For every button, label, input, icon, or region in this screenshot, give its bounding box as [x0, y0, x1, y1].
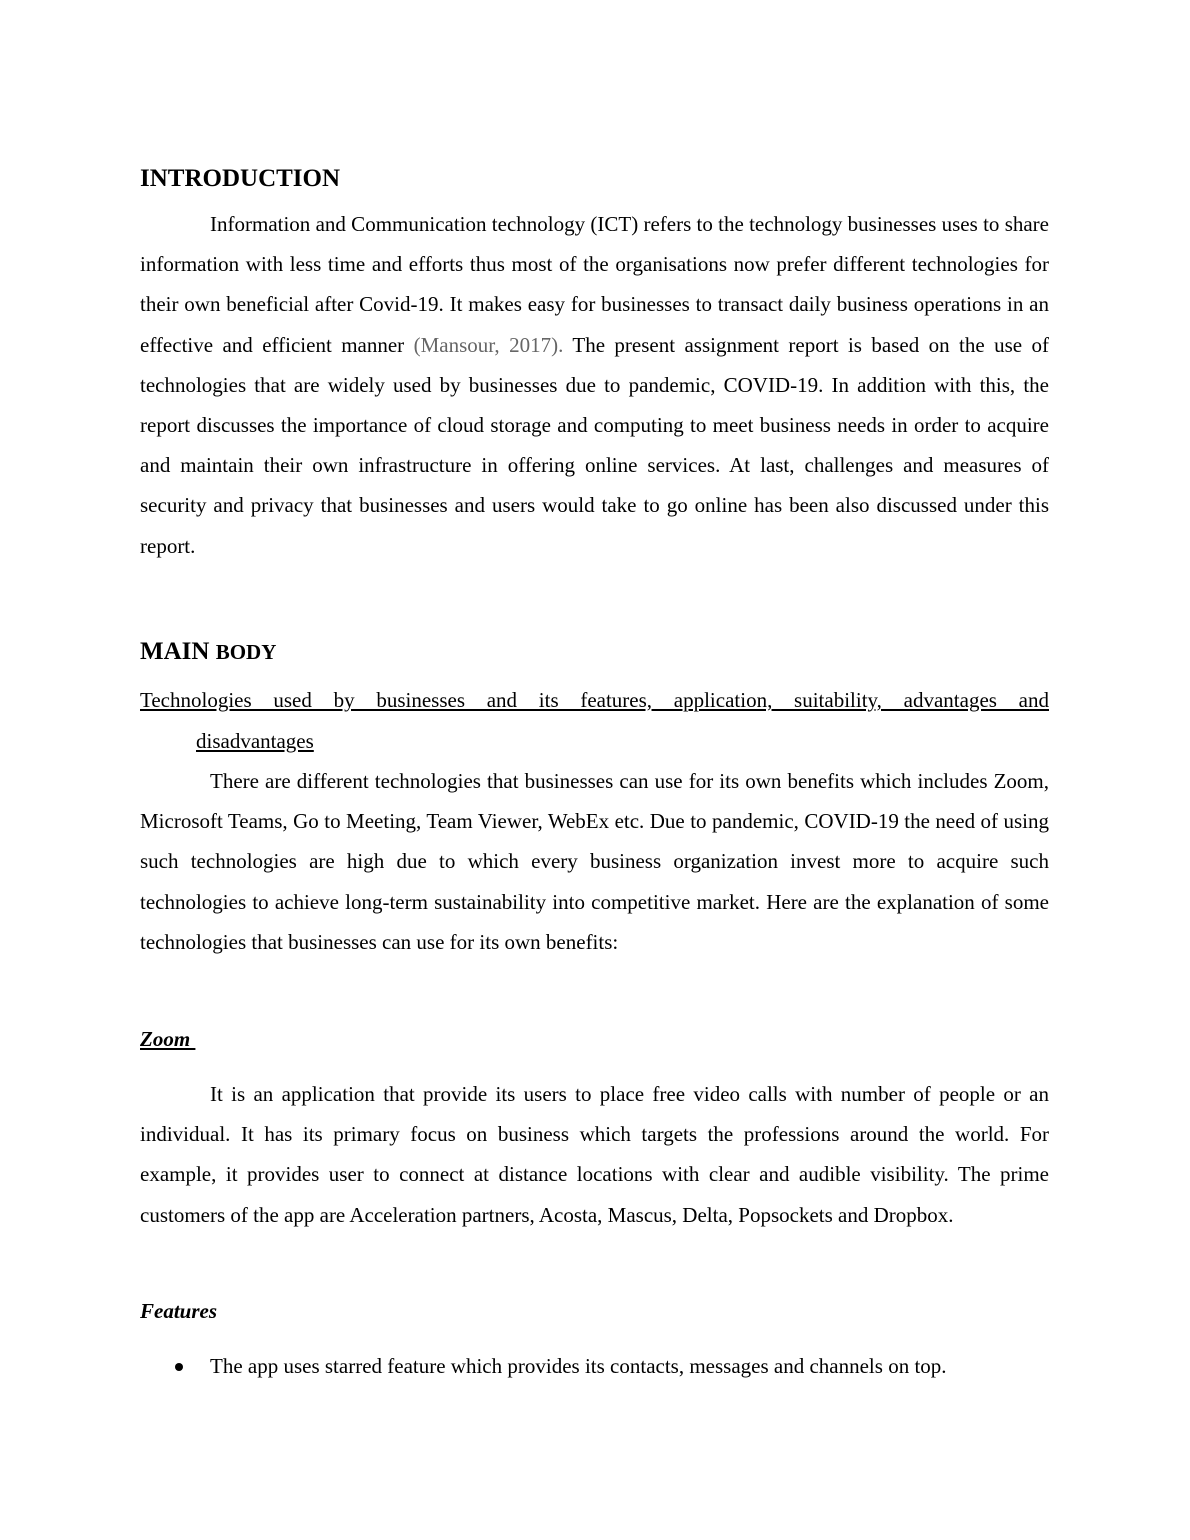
citation: (Mansour, 2017). [413, 332, 564, 357]
technologies-subheading [140, 680, 1049, 761]
bullet-text: The app uses starred feature which provides its contacts, messages and channels on top. [210, 1354, 947, 1378]
zoom-paragraph: It is an application that provide its users to place free video calls with number of people or an individual. It has its primary focus on business which targets the professions around the world. For example, it provides user to connect at distance locations with clear and audible visibility. The prime customers of the app are Acceleration partners, Acosta, Mascus, Delta, Popsockets and Dropbox. [140, 1082, 1049, 1227]
subheading-line-1: Technologies used by businesses and its features, application, suitability, advantages and [140, 688, 1049, 712]
introduction-heading: INTRODUCTION [140, 165, 341, 192]
intro-text-part2: The present assignment report is based on the use of technologies that are widely used by businesses due to pandemic, COVID-19. In addition with this, the report discusses the importance of cloud storage and computing to meet business needs in order to acquire and maintain their own infrastructure in offering online services. At last, challenges and measures of security and privacy that businesses and users would take to go online has been also discussed under this report. [140, 332, 1049, 558]
introduction-paragraph [140, 204, 1049, 566]
subheading-line-2: disadvantages [196, 728, 314, 753]
body-word: BODY [215, 640, 277, 664]
features-heading: Features [140, 1299, 218, 1323]
zoom-heading: Zoom [140, 1027, 196, 1051]
technologies-paragraph: There are different technologies that businesses can use for its own benefits which includes Zoom, Microsoft Teams, Go to Meeting, Team Viewer, WebEx etc. Due to pandemic, COVID-19 the need of using such technologies are high due to which every business organization invest more to acquire such technologies to achieve long-term sustainability into competitive market. Here are the explanation of some technologies that businesses can use for its own benefits: [140, 769, 1049, 954]
main-body-heading [140, 637, 276, 667]
bullet-icon [175, 1363, 183, 1371]
main-word: MAIN [140, 638, 210, 665]
intro-text-part1: Information and Communication technology (ICT) refers to the technology businesses uses to share information with less time and efforts thus most of the organisations now prefer different technologies for their own beneficial after Covid-19. It makes easy for businesses to transact daily business operations in an effective and efficient manner [140, 212, 1049, 357]
